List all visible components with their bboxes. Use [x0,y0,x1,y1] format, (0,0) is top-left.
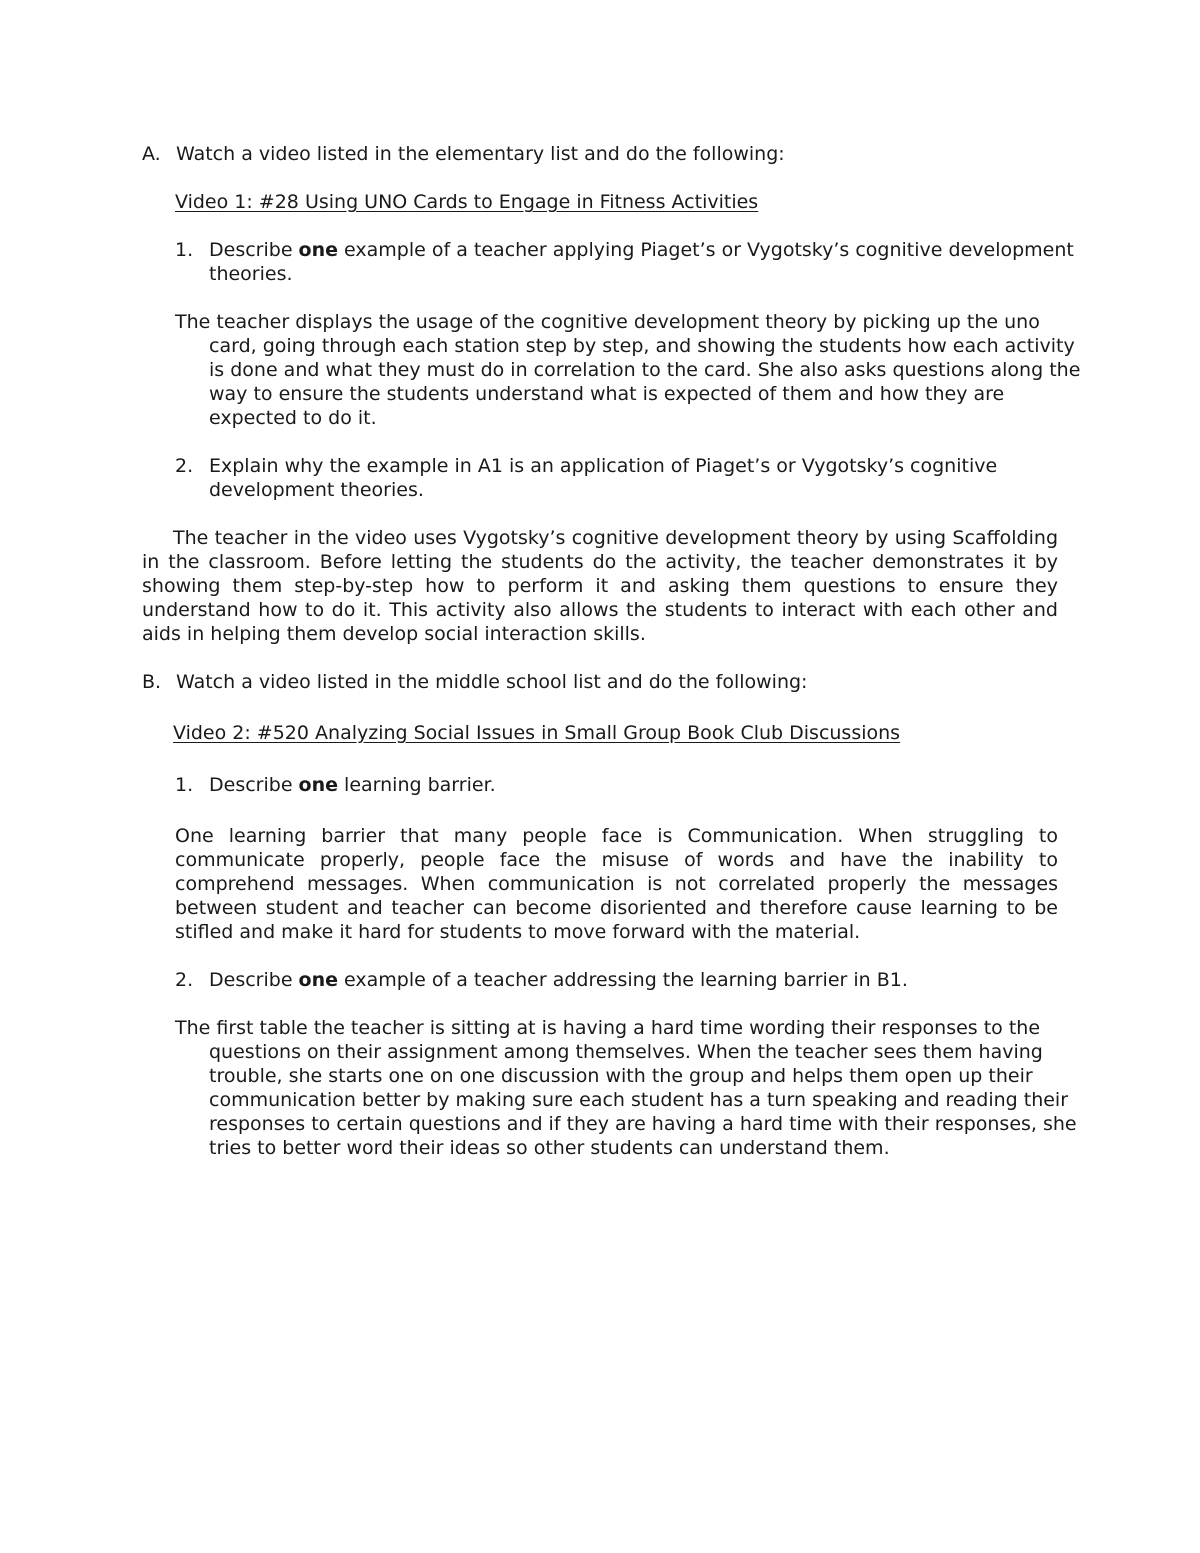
question-b1-number: 1. [175,774,194,796]
question-b2-emphasis: one [298,969,339,991]
section-a-heading [142,142,1102,166]
video-2-title: Video 2: #520 Analyzing Social Issues in Small Group Book Club Discussions [173,722,901,744]
answer-b1: One learning barrier that many people face is Communication. When struggling to communicate properly, people face the misuse of words and have the inability to comprehend messages. When communication is not correlated properly the messages between student and teacher can become disoriented and therefore cause learning to be stifled and make it hard for students to move forward with the material. [175,825,1058,943]
question-b1-text-post: learning barrier. [338,774,496,796]
question-b2-text-pre: Describe [209,969,299,991]
answer-a1: The teacher displays the usage of the cognitive development theory by picking up the uno card, going through each station step by step, and showing the students how each activity is done and what they must do in correlation to the card. She also asks questions along the way to ensure the students understand what is expected of them and how they are expected to do it. [175,311,1081,429]
question-a1-emphasis: one [298,239,339,261]
question-a1-text-post: example of a teacher applying Piaget’s or Vygotsky’s cognitive development theories. [209,239,1074,285]
answer-a2: The teacher in the video uses Vygotsky’s cognitive development theory by using Scaffolding in the classroom. Before letting the students do the activity, the teacher demonstrates it by showing them step-by-step how to perform it and asking them questions to ensure they understand how to do it. This activity also allows the students to interact with each other and aids in helping them develop social interaction skills. [142,527,1058,645]
question-b2-text-post: example of a teacher addressing the learning barrier in B1. [338,969,908,991]
question-b2-number: 2. [175,969,194,991]
section-b-heading [142,670,1102,694]
question-a1-number: 1. [175,239,194,261]
question-b1 [175,773,1109,797]
question-a2-text: Explain why the example in A1 is an application of Piaget’s or Vygotsky’s cognitive development theories. [209,455,998,501]
question-b2 [175,968,1109,992]
section-a-marker: A. [142,143,161,165]
answer-b2: The first table the teacher is sitting at is having a hard time wording their responses to the questions on their assignment among themselves. When the teacher sees them having trouble, she starts one on one discussion with the group and helps them open up their communication better by making sure each student has a turn speaking and reading their responses to certain questions and if they are having a hard time with their responses, she tries to better word their ideas so other students can understand them. [175,1017,1077,1159]
question-b1-emphasis: one [298,774,339,796]
question-a2 [175,454,1109,502]
section-a-heading-text: Watch a video listed in the elementary list and do the following: [176,143,785,165]
section-b-heading-text: Watch a video listed in the middle school list and do the following: [176,671,808,693]
question-a1-text-pre: Describe [209,239,299,261]
question-a2-number: 2. [175,455,194,477]
question-b1-text-pre: Describe [209,774,299,796]
video-1-title: Video 1: #28 Using UNO Cards to Engage in Fitness Activities [175,191,759,213]
section-b-marker: B. [142,671,162,693]
question-a1 [175,238,1109,286]
